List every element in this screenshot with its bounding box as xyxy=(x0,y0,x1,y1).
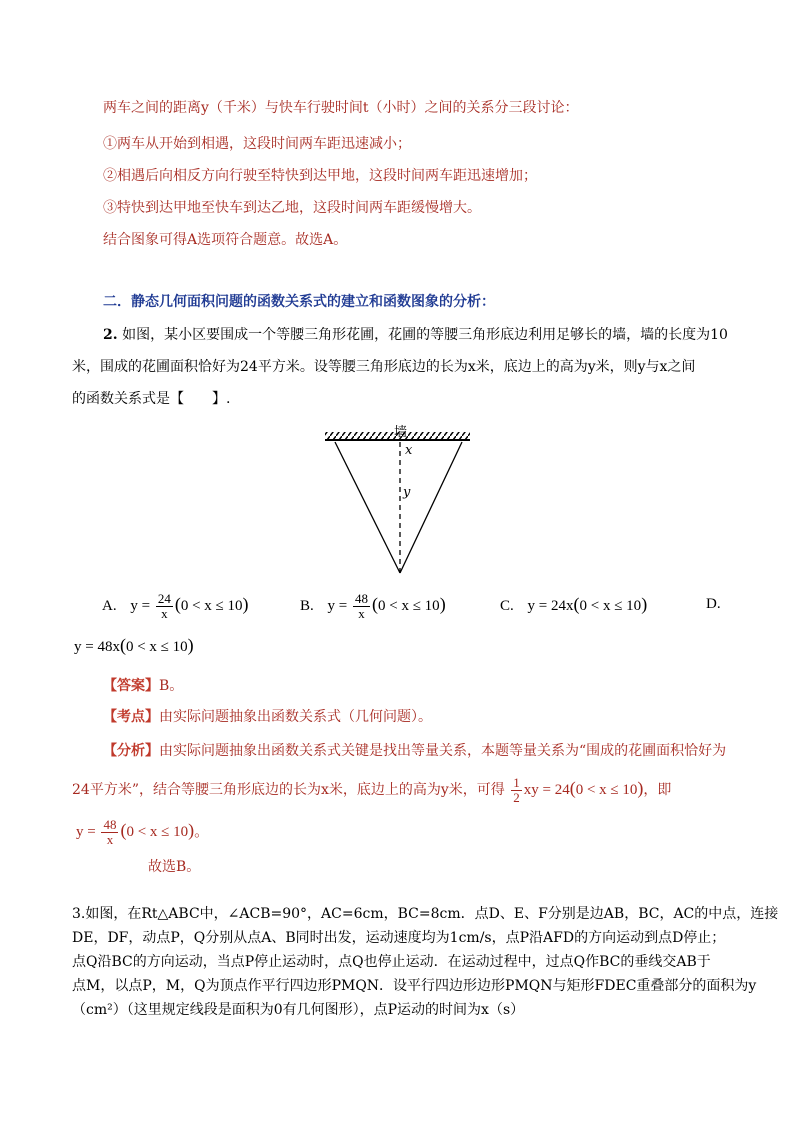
fenxi-result: y = $\frac{48}{x}$ (0 < x ≤ 10)。 xyxy=(76,817,210,848)
problem3-line3: 点Q沿BC的方向运动，当点P停止运动时，点Q也停止运动．在运动过程中，过点Q作BC的垂线交AB于 xyxy=(72,954,711,970)
fenxi-result-domain: 0 < x ≤ 10 xyxy=(126,824,189,840)
problem3-line4: 点M，以点P，M，Q为顶点作平行四边形PMQN．设平行四边形边形PMQN与矩形FDEC重叠部分的面积为y xyxy=(72,978,757,994)
section1-point-2: ②相遇后向相反方向行驶至特快到达甲地，这段时间两车距迅速增加； xyxy=(103,168,537,184)
answer-tag: 【答案】 xyxy=(103,678,159,694)
option-d-domain: 0 < x ≤ 10 xyxy=(125,639,188,655)
problem2-number: 2. xyxy=(103,327,118,343)
problem3-line2: DE，DF，动点P，Q分别从点A、B同时出发，运动速度均为1cm/s，点P沿AFD的方向运动到点D停止； xyxy=(72,930,726,946)
option-a-label: A. xyxy=(102,598,117,614)
option-c-domain: 0 < x ≤ 10 xyxy=(579,598,642,614)
section1-point-1: ①两车从开始到相遇，这段时间两车距迅速减小； xyxy=(103,136,411,152)
option-a-fraction xyxy=(156,592,173,621)
option-c[interactable]: C. y = 24x(0 < x ≤ 10) xyxy=(500,594,648,614)
fenxi-eq-domain: 0 < x ≤ 10 xyxy=(575,782,638,798)
problem2-line3: 的函数关系式是【 】. xyxy=(72,391,231,407)
fenxi-result-num: 48 xyxy=(103,817,117,833)
fenxi-line1 xyxy=(103,741,726,761)
fenxi-text-1: 由实际问题抽象出函数关系式关键是找出等量关系，本题等量关系为“围成的花圃面积恰好为 xyxy=(159,743,727,759)
fenxi-eq: xy = 24 xyxy=(523,782,570,798)
option-b-label: B. xyxy=(300,598,314,614)
fenxi-half-fraction xyxy=(511,776,522,805)
fenxi-text-2b: ，即 xyxy=(643,782,672,798)
option-a-den: x xyxy=(161,606,168,622)
option-a-lhs: y = xyxy=(130,598,151,614)
problem2-line1 xyxy=(103,325,728,345)
problem2-text-1: 如图，某小区要围成一个等腰三角形花圃，花圃的等腰三角形底边利用足够长的墙，墙的长度为10 xyxy=(122,327,728,343)
section2-heading: 二．静态几何面积问题的函数关系式的建立和函数图象的分析： xyxy=(103,294,495,310)
option-b-fraction xyxy=(353,592,370,621)
fenxi-result-lhs: y = xyxy=(76,824,96,840)
option-d[interactable]: y = 48x(0 < x ≤ 10) xyxy=(74,635,194,655)
fenxi-half-num: 1 xyxy=(513,774,520,790)
option-b-lhs: y = xyxy=(327,598,348,614)
problem3-line5: （cm²）（这里规定线段是面积为0有几何图形），点P运动的时间为x（s） xyxy=(72,1002,525,1018)
option-d-label[interactable]: D. xyxy=(706,596,721,612)
option-b-domain: 0 < x ≤ 10 xyxy=(377,598,440,614)
option-c-label: C. xyxy=(500,598,514,614)
triangle-figure xyxy=(300,420,500,585)
section1-conclusion: 结合图象可得A选项符合题意。故选A。 xyxy=(103,232,348,248)
problem2-line2: 米，围成的花圃面积恰好为24平方米。设等腰三角形底边的长为x米，底边上的高为y米，则y与x之间 xyxy=(72,359,696,375)
fenxi-result-end: 。 xyxy=(194,824,210,840)
problem3-line1: 3.如图，在Rt△ABC中，∠ACB=90°，AC=6cm，BC=8cm．点D、E、F分别是边AB，BC，AC的中点，连接 xyxy=(72,906,779,922)
option-a[interactable]: A. y = $\frac{24}{x}$ (0 < x ≤ 10) xyxy=(102,591,249,622)
kaodian-tag: 【考点】 xyxy=(103,709,159,725)
section1-point-3: ③特快到达甲地至快车到达乙地，这段时间两车距缓慢增大。 xyxy=(103,200,481,216)
option-a-domain: 0 < x ≤ 10 xyxy=(180,598,243,614)
triangle-left-side xyxy=(335,442,400,573)
wall-label: 墙 xyxy=(394,425,408,440)
option-d-expr: y = 48x xyxy=(74,639,120,655)
kaodian-line xyxy=(103,707,432,727)
choose-line: 故选B。 xyxy=(148,859,201,875)
x-label: x xyxy=(405,443,413,458)
option-b-num: 48 xyxy=(354,591,368,607)
answer-line xyxy=(103,676,183,696)
fenxi-result-den: x xyxy=(106,832,114,848)
option-b[interactable]: B. y = $\frac{48}{x}$ (0 < x ≤ 10) xyxy=(300,591,446,622)
section1-intro: 两车之间的距离y（千米）与快车行驶时间t（小时）之间的关系分三段讨论： xyxy=(103,100,579,116)
answer-value: B。 xyxy=(159,678,184,694)
kaodian-text: 由实际问题抽象出函数关系式（几何问题）。 xyxy=(159,709,432,725)
triangle-right-side xyxy=(400,442,462,573)
fenxi-half-den: 2 xyxy=(513,789,520,805)
option-a-num: 24 xyxy=(157,591,171,607)
fenxi-text-2a: 24平方米”，结合等腰三角形底边的长为x米，底边上的高为y米，可得 xyxy=(72,782,505,798)
fenxi-line2: 24平方米”，结合等腰三角形底边的长为x米，底边上的高为y米，可得 $\frac{1}{2}$ xy = 24(0 < x ≤ 10)，即 xyxy=(72,774,672,805)
fenxi-tag: 【分析】 xyxy=(103,743,159,759)
option-c-expr: y = 24x xyxy=(527,598,574,614)
option-b-den: x xyxy=(358,606,365,622)
fenxi-result-fraction xyxy=(101,818,118,847)
y-label: y xyxy=(403,485,411,500)
